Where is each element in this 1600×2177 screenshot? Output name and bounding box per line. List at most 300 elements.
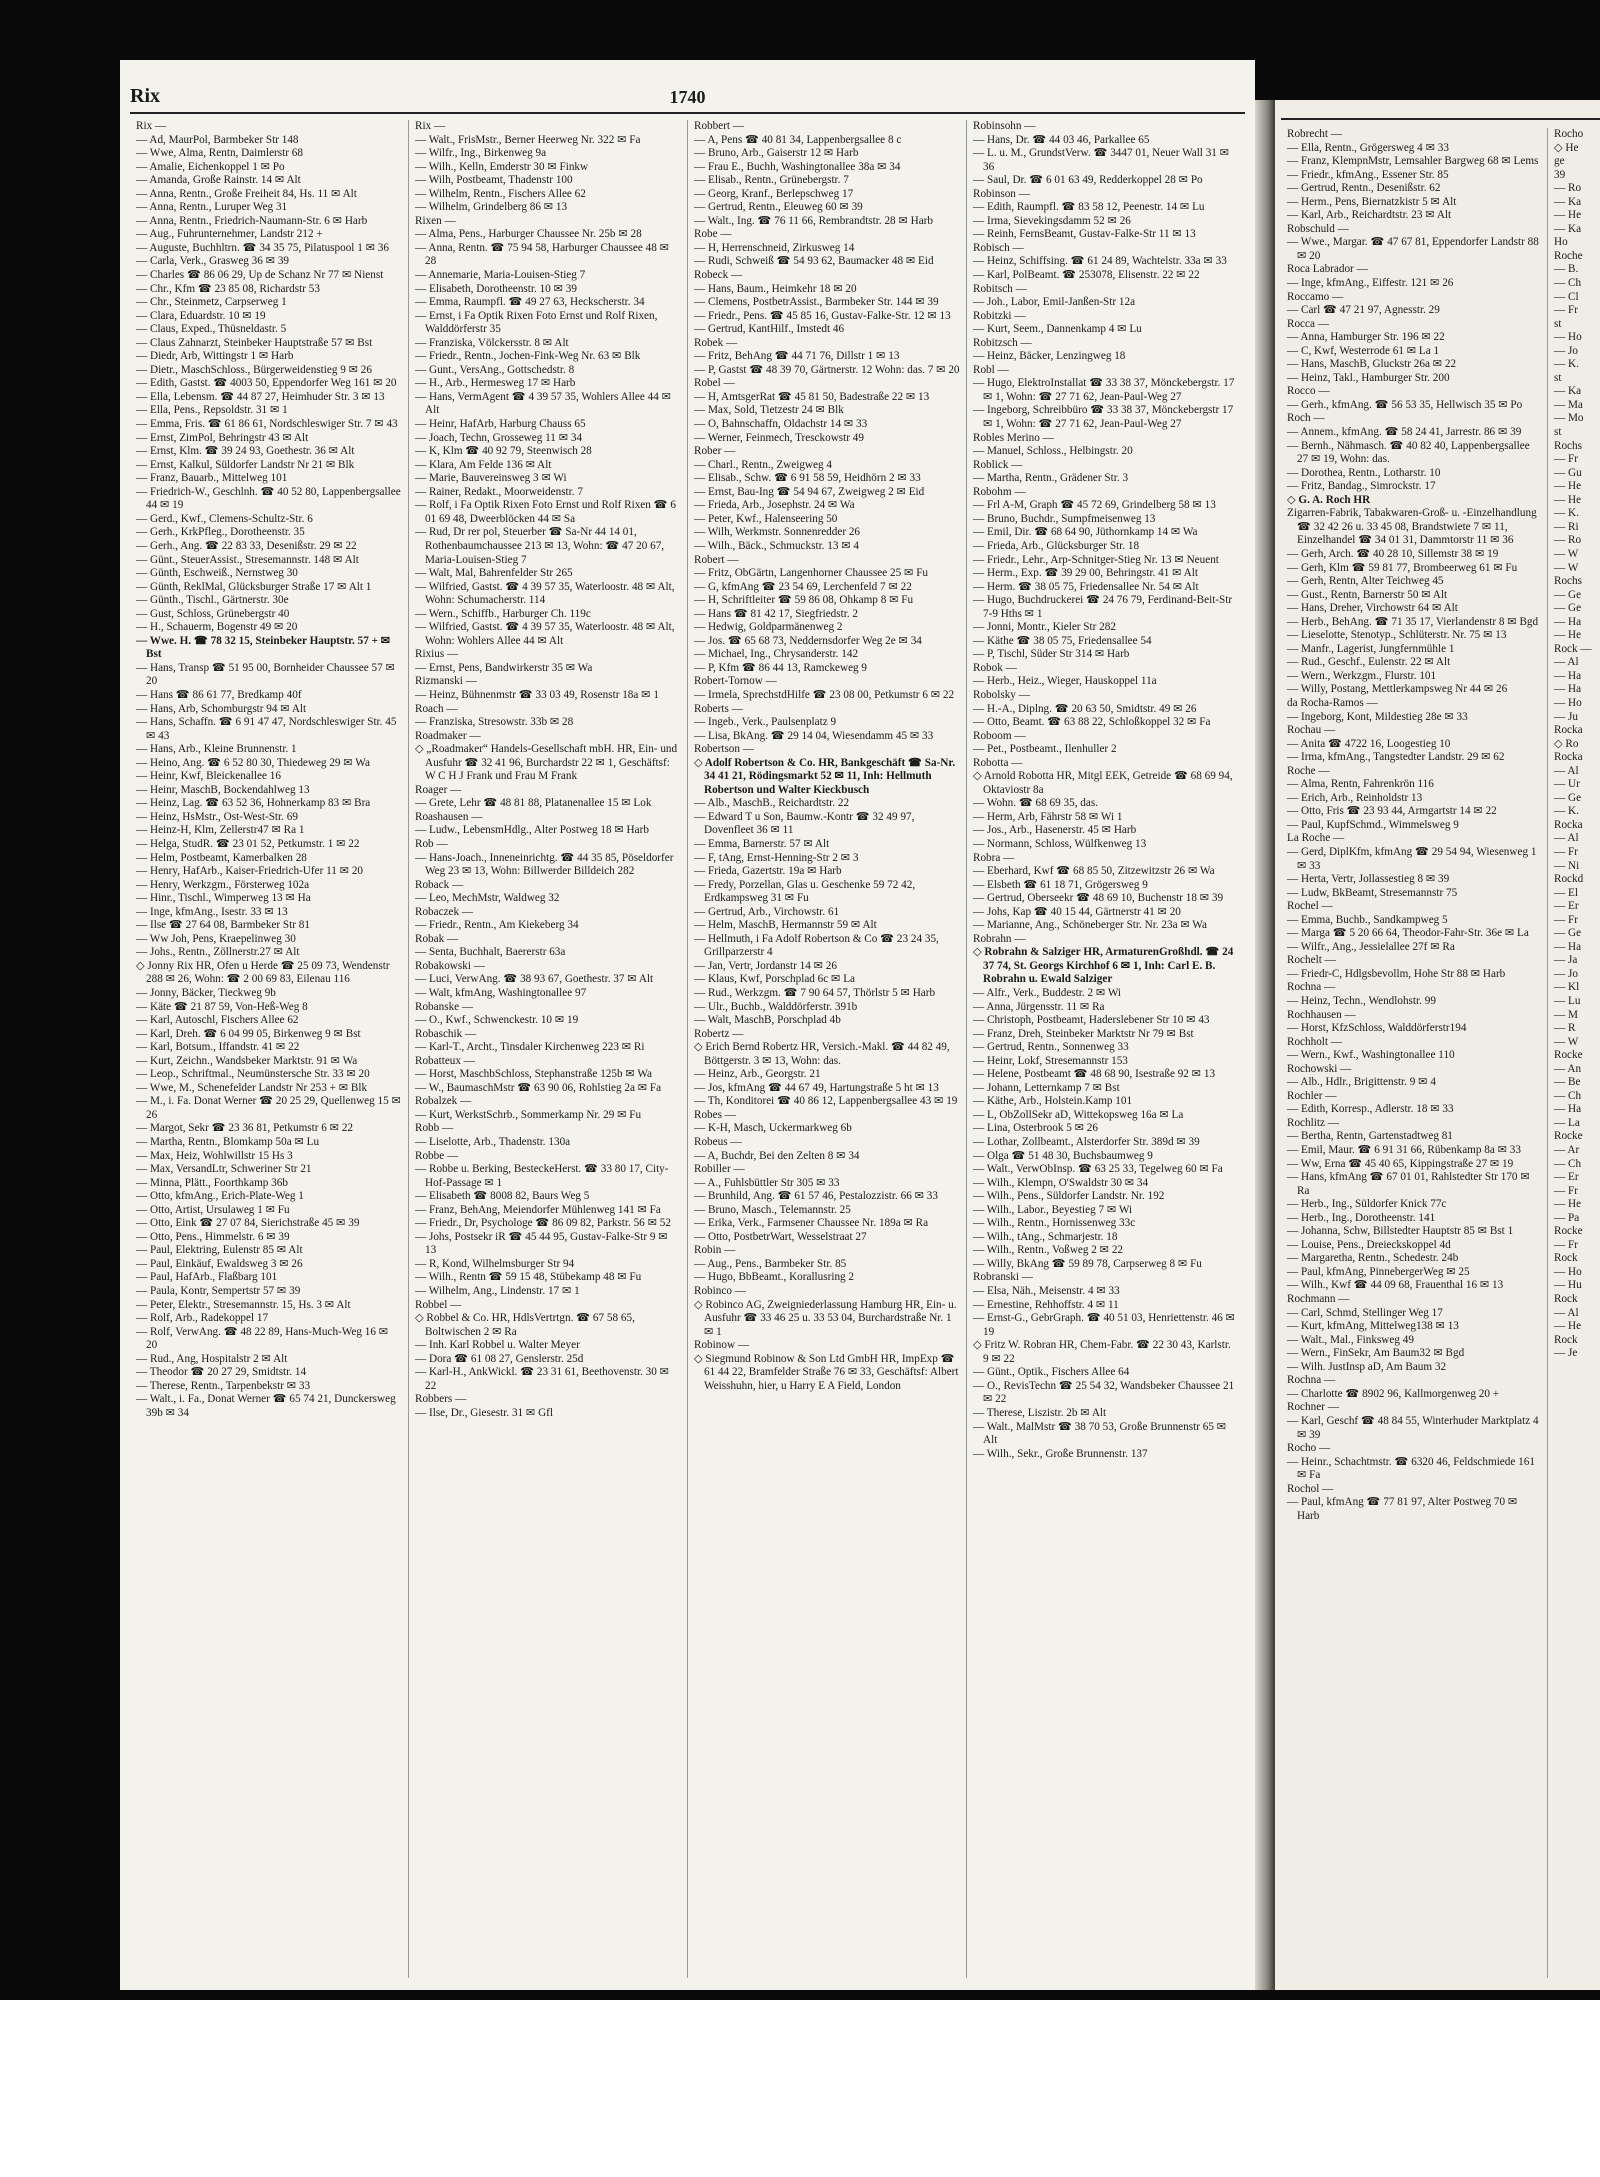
directory-entry: Rochs: [1554, 575, 1582, 588]
directory-entry: — Ingeborg, Kont, Mildestieg 28e ✉ 33: [1287, 710, 1468, 723]
directory-entry: — Edith, Raumpfl. ☎ 83 58 12, Peenestr. 14 ✉ Lu: [973, 201, 1205, 214]
directory-entry: — Luci, VerwAng. ☎ 38 93 67, Goethestr. 37 ✉ Alt: [415, 973, 654, 986]
directory-entry: — Heinr, MaschB, Bockendahlweg 13: [136, 783, 310, 796]
directory-entry: — Dorothea, Rentn., Lotharstr. 10: [1287, 466, 1441, 479]
directory-entry: — Gertrud, Oberseekr ☎ 48 69 10, Buchenstr 18 ✉ 39: [973, 892, 1224, 905]
directory-entry: — Inge, kfmAng., Isestr. 33 ✉ 13: [136, 905, 288, 918]
name-heading: Robisch —: [973, 241, 1024, 254]
directory-entry: ◇ He: [1554, 141, 1579, 154]
directory-entry: — Franz, KlempnMstr, Lemsahler Bargweg 68 ✉ Lems: [1287, 155, 1539, 168]
name-heading: Robolsky —: [973, 688, 1030, 701]
directory-entry: — Wilh., Labor., Beyestieg 7 ✉ Wi: [973, 1203, 1133, 1216]
directory-entry: — Heinz, Schiffsing. ☎ 61 24 89, Wachtelstr. 33a ✉ 33: [973, 255, 1227, 268]
directory-entry: — Käthe, Arb., Holstein.Kamp 101: [973, 1095, 1133, 1108]
directory-entry: ◇ Siegmund Robinow & Son Ltd GmbH HR, ImpExp ☎ 61 44 22, Bramfelder Straße 76 ✉ 33, Geschäftsf: Albert Weisshuhn, hier, u Harry E A Field, London: [694, 1352, 959, 1392]
name-heading: Robiller —: [694, 1163, 745, 1176]
directory-page-left: [120, 60, 1255, 1990]
directory-entry: — Irma, kfmAng., Tangstedter Landstr. 29 ✉ 62: [1287, 751, 1505, 764]
name-heading: Rob —: [415, 837, 448, 850]
directory-entry: — Wern., Kwf., Washingtonallee 110: [1287, 1049, 1455, 1062]
name-heading: Rixius —: [415, 648, 459, 661]
name-heading: Robbel —: [415, 1298, 462, 1311]
directory-entry: — Jo: [1554, 344, 1578, 357]
directory-entry: — Alma, Rentn, Fahrenkrön 116: [1287, 778, 1434, 791]
directory-entry: — Hinr., Tischl., Wimperweg 13 ✉ Ha: [136, 892, 311, 905]
directory-entry: — Herb., Heiz., Wieger, Hauskoppel 11a: [973, 675, 1157, 688]
directory-entry: — Hans, Transp ☎ 51 95 00, Bornheider Chaussee 57 ✉ 20: [136, 661, 395, 688]
directory-entry: — Edward T u Son, Baumw.-Kontr ☎ 32 49 97, Dovenfleet 36 ✉ 11: [694, 810, 915, 837]
directory-entry: — Gertrud, KantHilf., Imstedt 46: [694, 323, 845, 336]
directory-entry: — Je: [1554, 1347, 1578, 1360]
directory-entry: — Ella, Pens., Repsoldstr. 31 ✉ 1: [136, 404, 288, 417]
directory-entry: — Otto, Pens., Himmelstr. 6 ✉ 39: [136, 1230, 290, 1243]
directory-entry: — Ww, Erna ☎ 45 40 65, Kippingstraße 27 ✉ 19: [1287, 1157, 1514, 1170]
name-heading: Rizmanski —: [415, 675, 477, 688]
directory-entry: — Pet., Postbeamt., Ilenhuller 2: [973, 743, 1117, 756]
directory-entry: — Ho: [1554, 331, 1582, 344]
directory-entry: — Ur: [1554, 778, 1580, 791]
directory-entry: — Ilse ☎ 27 64 08, Barmbeker Str 81: [136, 919, 310, 932]
directory-entry: — Friedr., Lehr., Arp-Schnitger-Stieg Nr. 13 ✉ Neuent: [973, 553, 1219, 566]
directory-entry: — Saul, Dr. ☎ 6 01 63 49, Redderkoppel 28 ✉ Po: [973, 174, 1203, 187]
directory-entry: — Fr: [1554, 304, 1578, 317]
directory-entry: — Joh., Labor, Emil-Janßen-Str 12a: [973, 296, 1136, 309]
directory-entry: — Gunt., VersAng., Gottschedstr. 8: [415, 363, 575, 376]
directory-entry: — Ro: [1554, 182, 1582, 195]
directory-entry: — Wilh., Rentn., Hornissenweg 33c: [973, 1217, 1136, 1230]
directory-entry: — Karl-T., Archt., Tinsdaler Kirchenweg 223 ✉ Ri: [415, 1041, 645, 1054]
name-heading: Robinsohn —: [973, 120, 1036, 132]
directory-entry: — Fr: [1554, 453, 1578, 466]
name-heading: Robeck —: [694, 269, 743, 282]
directory-entry: — Inge, kfmAng., Eiffestr. 121 ✉ 26: [1287, 277, 1454, 290]
directory-entry: — Michael, Ing., Chrysanderstr. 142: [694, 648, 859, 661]
directory-entry: — Gerd, DiplKfm, kfmAng ☎ 29 54 94, Wiesenweg 1 ✉ 33: [1287, 845, 1537, 872]
directory-entry: — Rud, Dr rer pol, Steuerber ☎ Sa-Nr 44 14 01, Rothenbaumchaussee 213 ✉ 13, Wohn: ☎ 47 20 67, Maria-Louisen-Stieg 7: [415, 526, 665, 566]
name-heading: Robertson —: [694, 743, 754, 756]
directory-entry: — Elisab., Rentn., Grünebergstr. 7: [694, 174, 849, 187]
directory-entry: — Ad, MaurPol, Barmbeker Str 148: [136, 133, 299, 146]
directory-entry: — Emma, Fris. ☎ 61 86 61, Nordschleswiger Str. 7 ✉ 43: [136, 418, 398, 431]
name-heading: Robek —: [694, 336, 738, 349]
directory-entry: Rock —: [1554, 642, 1592, 655]
directory-entry: — Ludw., LebensmHdlg., Alter Postweg 18 ✉ Harb: [415, 824, 649, 837]
directory-entry: — H., Schauerm, Bogenstr 49 ✉ 20: [136, 621, 298, 634]
directory-entry: — H, Schriftleiter ☎ 59 86 08, Ohkamp 8 ✉ Fu: [694, 594, 914, 607]
directory-entry: — Klara, Am Felde 136 ✉ Alt: [415, 458, 552, 471]
directory-entry: — Walt, kfmAng, Washingtonallee 97: [415, 987, 587, 999]
directory-entry: — Günth, ReklMal, Glücksburger Straße 17 ✉ Alt 1: [136, 580, 372, 593]
directory-entry: — Helm, MaschB, Hermannstr 59 ✉ Alt: [694, 919, 877, 932]
name-heading: da Rocha-Ramos —: [1287, 696, 1378, 709]
directory-entry: — Heinr, Lokf, Stresemannstr 153: [973, 1054, 1128, 1067]
directory-entry: — Hans ☎ 86 61 77, Bredkamp 40f: [136, 688, 302, 701]
directory-entry: — Günth., Tischl., Gärtnerstr. 30e: [136, 594, 289, 607]
directory-entry: — Ernst, Kalkul, Süldorfer Landstr Nr 21 ✉ Blk: [136, 458, 355, 471]
name-heading: Robranski —: [973, 1271, 1033, 1284]
name-heading: Robitzki —: [973, 309, 1026, 322]
directory-entry: — Alb., Hdlr., Brigittenstr. 9 ✉ 4: [1287, 1076, 1436, 1089]
directory-entry: — Karl, Arb., Reichardtstr. 23 ✉ Alt: [1287, 209, 1452, 222]
directory-entry: — H.-A., Diplng. ☎ 20 63 50, Smidtstr. 49 ✉ 26: [973, 702, 1197, 715]
directory-entry: — Otto, kfmAng., Erich-Plate-Weg 1: [136, 1190, 304, 1203]
directory-entry: — Jo: [1554, 967, 1578, 980]
directory-entry: — Wwe, M., Schenefelder Landstr Nr 253 + ✉ Blk: [136, 1081, 368, 1094]
directory-entry: — Lisa, BkAng. ☎ 29 14 04, Wiesendamm 45 ✉ 33: [694, 729, 934, 742]
directory-entry: ◇ Adolf Robertson & Co. HR, Bankgeschäft ☎ Sa-Nr. 34 41 21, Rödingsmarkt 52 ✉ 11, Inh: Hellmuth Robertson und Walter Kieckbusch: [694, 756, 956, 796]
name-heading: Robes —: [694, 1108, 736, 1121]
directory-entry: — Wwe., Margar. ☎ 47 67 81, Eppendorfer Landstr 88 ✉ 20: [1287, 236, 1539, 262]
directory-entry: — Mo: [1554, 412, 1584, 425]
directory-entry: — G, kfmAng ☎ 23 54 69, Lerchenfeld 7 ✉ 22: [694, 580, 912, 593]
directory-entry: — Friedr., Rentn., Jochen-Fink-Weg Nr. 63 ✉ Blk: [415, 350, 641, 363]
name-heading: Rochlitz —: [1287, 1116, 1339, 1129]
directory-entry: — Leop., Schriftmal., Neumünstersche Str. 33 ✉ 20: [136, 1068, 370, 1081]
directory-entry: — Rolf, VerwAng. ☎ 48 22 89, Hans-Much-Weg 16 ✉ 20: [136, 1325, 389, 1352]
directory-entry: Rocka: [1554, 818, 1583, 831]
directory-entry: — Fr: [1554, 1184, 1578, 1197]
name-heading: Roch —: [1287, 412, 1325, 425]
directory-entry: — Gerh., Ang. ☎ 22 83 33, Desenißstr. 29 ✉ 22: [136, 539, 357, 552]
directory-entry: — Jonny, Bäcker, Tieckweg 9b: [136, 987, 276, 999]
directory-entry: — Henry, Werkzgm., Försterweg 102a: [136, 878, 310, 891]
column-2: [409, 120, 688, 1978]
directory-entry: — Amanda, Große Rainstr. 14 ✉ Alt: [136, 174, 301, 187]
directory-entry: — Er: [1554, 900, 1579, 913]
directory-entry: — Ju: [1554, 710, 1578, 723]
directory-entry: — Robbe u. Berking, BesteckeHerst. ☎ 33 80 17, City-Hof-Passage ✉ 1: [415, 1163, 669, 1189]
directory-entry: — Joach, Techn, Grosseweg 11 ✉ 34: [415, 431, 583, 444]
directory-entry: — Helene, Postbeamt ☎ 48 68 90, Isestraße 92 ✉ 13: [973, 1068, 1216, 1081]
directory-entry: — Frau E., Buchh, Washingtonallee 38a ✉ 34: [694, 160, 901, 173]
directory-entry: — Wilh., Klempn, O'Swaldstr 30 ✉ 34: [973, 1176, 1149, 1189]
directory-entry: — Hans, MaschB, Gluckstr 26a ✉ 22: [1287, 358, 1457, 371]
directory-entry: — Herb., Ing., Süldorfer Knick 77c: [1287, 1198, 1447, 1211]
directory-entry: — Marie, Bauvereinsweg 3 ✉ Wi: [415, 472, 567, 485]
directory-entry: — Käthe ☎ 38 05 75, Friedensallee 54: [973, 634, 1152, 647]
directory-entry: — Christoph, Postbeamt, Haderslebener Str 10 ✉ 43: [973, 1014, 1210, 1027]
directory-entry: — Emma, Barnerstr. 57 ✉ Alt: [694, 837, 830, 850]
directory-entry: — Chr., Steinmetz, Carpserweg 1: [136, 296, 287, 309]
directory-entry: — Irma, Sievekingsdamm 52 ✉ 26: [973, 214, 1131, 227]
name-heading: Rochler —: [1287, 1089, 1337, 1102]
page-header: [130, 68, 1245, 114]
directory-entry: — Wilhelm, Grindelberg 86 ✉ 13: [415, 201, 568, 214]
directory-entry: — Minna, Plätt., Foorthkamp 36b: [136, 1176, 288, 1189]
name-heading: Robalzek —: [415, 1095, 472, 1108]
directory-entry: — Hans, kfmAng ☎ 67 01 01, Rahlstedter Str 170 ✉ Ra: [1287, 1171, 1530, 1197]
directory-entry: — Hugo, Buchdruckerei ☎ 24 76 79, Ferdinand-Beit-Str 7-9 Hths ✉ 1: [973, 594, 1233, 620]
directory-entry: — Friedr., Dr, Psychologe ☎ 86 09 82, Parkstr. 56 ✉ 52: [415, 1217, 671, 1230]
name-heading: Robrecht —: [1287, 128, 1342, 140]
directory-entry: — Franz, Dreh, Steinbeker Marktstr Nr 79 ✉ Bst: [973, 1027, 1194, 1040]
directory-entry: — Walt., i. Fa., Donat Werner ☎ 65 74 21, Dunckersweg 39b ✉ 34: [136, 1393, 396, 1419]
directory-entry: — Hellmuth, i Fa Adolf Robertson & Co ☎ 23 24 35, Grillparzerstr 4: [694, 932, 939, 959]
directory-entry: Rocke: [1554, 1049, 1583, 1062]
directory-entry: — Therese, Liszistr. 2b ✉ Alt: [973, 1406, 1107, 1419]
directory-entry: — Hans, Arb., Kleine Brunnenstr. 1: [136, 743, 297, 756]
directory-entry: — Rolf, i Fa Optik Rixen Foto Ernst und Rolf Rixen ☎ 6 01 69 48, Dweerblöcken 44 ✉ Sa: [415, 499, 676, 525]
directory-entry: — Leo, MechMstr, Waldweg 32: [415, 892, 560, 905]
right-columns-container: [1281, 128, 1600, 1978]
name-heading: Robles Merino —: [973, 431, 1054, 444]
directory-entry: — R, Kond, Wilhelmsburger Str 94: [415, 1257, 575, 1270]
directory-entry: — Hu: [1554, 1279, 1582, 1292]
directory-entry: — Franziska, Stresowstr. 33b ✉ 28: [415, 716, 574, 729]
directory-entry: ◇ Robrahn & Salziger HR, ArmaturenGroßhdl. ☎ 24 37 74, St. Georgs Kirchhof 6 ✉ 1, Inh: Carl E. B. Robrahn u. Ewald Salziger: [973, 946, 1234, 986]
directory-entry: — K.: [1554, 507, 1579, 520]
name-heading: Robaschik —: [415, 1027, 477, 1040]
directory-entry: — Paul, HafArb., Flaßbarg 101: [136, 1271, 278, 1284]
directory-entry: — Wilh., Rentn., Voßweg 2 ✉ 22: [973, 1244, 1124, 1257]
name-heading: Rochowski —: [1287, 1062, 1352, 1075]
directory-entry: — Karl-H., AnkWickl. ☎ 23 31 61, Beethovenstr. 30 ✉ 22: [415, 1366, 670, 1392]
name-heading: Robotta —: [973, 756, 1023, 769]
directory-entry: — Frieda, Arb., Glücksburger Str. 18: [973, 539, 1140, 552]
directory-entry: — Theodor ☎ 20 27 29, Smidtstr. 14: [136, 1366, 307, 1379]
directory-entry: — Gerh., KrkPfleg., Dorotheenstr. 35: [136, 526, 305, 539]
directory-entry: — W: [1554, 547, 1579, 560]
directory-entry: — Hedwig, Goldparmänenweg 2: [694, 621, 843, 634]
directory-entry: — Anita ☎ 4722 16, Loogestieg 10: [1287, 737, 1451, 750]
directory-entry: — Franz, Bauarb., Mittelweg 101: [136, 472, 288, 485]
name-heading: Robel —: [694, 377, 735, 390]
name-heading: Rochna —: [1287, 981, 1336, 994]
directory-entry: — Martha, Rentn., Blomkamp 50a ✉ Lu: [136, 1136, 320, 1149]
directory-entry: — Normann, Schloss, Wülfkenweg 13: [973, 837, 1147, 850]
directory-entry: — Wern., FinSekr, Am Baum32 ✉ Bgd: [1287, 1347, 1465, 1360]
name-heading: Roccamo —: [1287, 290, 1344, 303]
name-heading: Robinco —: [694, 1285, 746, 1298]
directory-entry: ◇ Robinco AG, Zweigniederlassung Hamburg HR, Ein- u. Ausfuhr ☎ 33 46 25 u. 33 53 04, Burchardstraße Nr. 1 ✉ 1: [694, 1298, 957, 1338]
directory-entry: — Lothar, Zollbeamt., Alsterdorfer Str. 389d ✉ 39: [973, 1136, 1200, 1149]
directory-entry: — Frieda, Gazertstr. 19a ✉ Harb: [694, 865, 842, 878]
name-heading: Rocco —: [1287, 385, 1330, 398]
directory-entry: Rocka: [1554, 724, 1583, 737]
directory-entry: — Ww Joh, Pens, Kraepelinweg 30: [136, 932, 296, 945]
directory-entry: — K, Klm ☎ 40 92 79, Steenwisch 28: [415, 445, 592, 458]
directory-entry: — Paul, kfmAng, PinnebergerWeg ✉ 25: [1287, 1265, 1470, 1278]
directory-entry: — Rudi, Schweiß ☎ 54 93 62, Baumacker 48 ✉ Eid: [694, 255, 934, 268]
directory-entry: — Herb., Ing., Dorotheenstr. 141: [1287, 1211, 1436, 1224]
directory-entry: — Karl, Botsum., Iffandstr. 41 ✉ 22: [136, 1041, 300, 1054]
directory-entry: — Heinz, Techn., Wendlohstr. 99: [1287, 995, 1436, 1007]
directory-entry: — Henry, HafArb., Kaiser-Friedrich-Ufer 11 ✉ 20: [136, 865, 364, 878]
directory-entry: — Friedr-C, Hdlgsbevollm, Hohe Str 88 ✉ Harb: [1287, 967, 1506, 980]
directory-entry: — Heinz, Lag. ☎ 63 52 36, Hohnerkamp 83 ✉ Bra: [136, 797, 371, 810]
directory-entry: — Wilh, Postbeamt, Thadenstr 100: [415, 174, 573, 187]
directory-entry: — Bruno, Arb., Gaiserstr 12 ✉ Harb: [694, 147, 859, 160]
name-heading: Robertz —: [694, 1027, 744, 1040]
directory-entry: — Charl., Rentn., Zweigweg 4: [694, 458, 832, 471]
directory-entry: 39: [1554, 168, 1566, 181]
directory-entry: — Heinz, Bäcker, Lenzingweg 18: [973, 350, 1126, 363]
directory-entry: — Wilfried, Gastst. ☎ 4 39 57 35, Waterloostr. 48 ✉ Alt, Wohn: Schumacherstr. 114: [415, 580, 675, 607]
directory-entry: — Wilh. JustInsp aD, Am Baum 32: [1287, 1360, 1447, 1373]
directory-entry: — Gerh, Klm ☎ 59 81 77, Brombeerweg 61 ✉ Fu: [1287, 561, 1518, 574]
directory-entry: ◇ G. A. Roch HR: [1287, 493, 1371, 506]
directory-entry: — Heinz, Bühnenmstr ☎ 33 03 49, Rosenstr 18a ✉ 1: [415, 688, 659, 701]
directory-entry: — Karl, Geschf ☎ 48 84 55, Winterhuder Marktplatz 4 ✉ 39: [1287, 1414, 1539, 1441]
directory-entry: — Ja: [1554, 954, 1578, 967]
directory-entry: — Olga ☎ 51 48 30, Buchsbaumweg 9: [973, 1149, 1153, 1162]
directory-entry: — Marianne, Ang., Schöneberger Str. Nr. 23a ✉ Wa: [973, 919, 1207, 932]
directory-entry: — Ro: [1554, 534, 1582, 547]
directory-entry: — Edith, Gastst. ☎ 4003 50, Eppendorfer Weg 161 ✉ 20: [136, 377, 397, 390]
directory-entry: — A., Fuhlsbüttler Str 305 ✉ 33: [694, 1176, 840, 1189]
name-heading: Rix —: [136, 120, 167, 132]
directory-entry: — Alma, Pens., Harburger Chaussee Nr. 25b ✉ 28: [415, 228, 642, 241]
name-heading: Robeus —: [694, 1136, 742, 1149]
directory-entry: — Otto, PostbetrWart, Wesselstraat 27: [694, 1230, 867, 1243]
directory-entry: — Otto, Artist, Ursulaweg 1 ✉ Fu: [136, 1203, 290, 1216]
directory-entry: — Charles ☎ 86 06 29, Up de Schanz Nr 77 ✉ Nienst: [136, 269, 384, 282]
name-heading: Robitsch —: [973, 282, 1027, 295]
directory-entry: — Al: [1554, 1306, 1579, 1319]
name-heading: Robert —: [694, 553, 739, 566]
directory-entry: — K.: [1554, 358, 1579, 371]
column-1: [130, 120, 409, 1978]
directory-entry: — Günt., Optik., Fischers Allee 64: [973, 1366, 1130, 1379]
directory-entry: st: [1554, 317, 1562, 330]
name-heading: Robb —: [415, 1122, 454, 1135]
directory-entry: — Gertrud, Rentn., Sonnenweg 33: [973, 1041, 1129, 1054]
directory-entry: — Emma, Raumpfl. ☎ 49 27 63, Heckscherstr. 34: [415, 296, 645, 309]
directory-entry: Ho: [1554, 236, 1568, 249]
name-heading: Rochmann —: [1287, 1293, 1350, 1306]
directory-entry: ◇ „Roadmaker“ Handels-Gesellschaft mbH. HR, Ein- und Ausfuhr ☎ 32 41 96, Burchardstr 22 ✉ 1, Geschäftsf: W C H J Frank und Frau M Frank: [415, 743, 678, 783]
directory-entry: — Er: [1554, 1171, 1579, 1184]
directory-entry: — Karl, Autoschl, Fischers Allee 62: [136, 1014, 299, 1027]
directory-entry: — Wilh., Bäck., Schmuckstr. 13 ✉ 4: [694, 539, 860, 552]
name-heading: Roback —: [415, 878, 464, 891]
directory-entry: — Gust, Schloss, Grünebergstr 40: [136, 607, 290, 620]
directory-entry: — Ge: [1554, 927, 1582, 940]
directory-entry: — F, tAng, Ernst-Henning-Str 2 ✉ 3: [694, 851, 859, 864]
directory-entry: — P, Tischl, Süder Str 314 ✉ Harb: [973, 648, 1130, 661]
page-number: 1740: [669, 87, 706, 107]
directory-entry: — Emma, Buchb., Sandkampweg 5: [1287, 913, 1448, 926]
directory-entry: — Senta, Buchhalt, Baererstr 63a: [415, 946, 566, 959]
name-heading: Robbe —: [415, 1149, 459, 1162]
directory-entry: — Ch: [1554, 1089, 1582, 1102]
directory-entry: — Irmela, SprechstdHilfe ☎ 23 08 00, Petkumstr 6 ✉ 22: [694, 688, 955, 701]
directory-entry: — Gertrud, Rentn., Eleuweg 60 ✉ 39: [694, 201, 863, 214]
directory-entry: — Ernst, Pens, Bandwirkerstr 35 ✉ Wa: [415, 661, 593, 674]
directory-entry: — Walt., Mal., Finksweg 49: [1287, 1333, 1414, 1346]
directory-entry: — Al: [1554, 764, 1579, 777]
directory-entry: — Ella, Rentn., Grögersweg 4 ✉ 33: [1287, 141, 1449, 154]
directory-entry: — Walt., MalMstr ☎ 38 70 53, Große Brunnenstr 65 ✉ Alt: [973, 1420, 1227, 1447]
directory-entry: — Heinz-H, Klm, Zellerstr47 ✉ Ra 1: [136, 824, 305, 837]
directory-entry: — Ernst, Klm. ☎ 39 24 93, Goethestr. 36 ✉ Alt: [136, 445, 355, 458]
directory-entry: — Erika, Verk., Farmsener Chaussee Nr. 189a ✉ Ra: [694, 1217, 929, 1230]
directory-entry: ◇ Jonny Rix HR, Ofen u Herde ☎ 25 09 73, Wendenstr 288 ✉ 26, Wohn: ☎ 2 00 69 83, Eilenau 116: [136, 959, 390, 986]
directory-entry: — Fredy, Porzellan, Glas u. Geschenke 59 72 42, Erdkampsweg 31 ✉ Fu: [694, 878, 916, 905]
directory-entry: — Karl, Dreh. ☎ 6 04 99 05, Birkenweg 9 ✉ Bst: [136, 1027, 361, 1040]
directory-entry: — Hans, Dr. ☎ 44 03 46, Parkallee 65: [973, 133, 1150, 146]
directory-entry: — Gertrud, Rentn., Deseniß​str. 62: [1287, 182, 1441, 195]
directory-entry: — Pa: [1554, 1211, 1580, 1224]
directory-entry: — Gerh., kfmAng. ☎ 56 53 35, Hellwisch 35 ✉ Po: [1287, 398, 1523, 411]
directory-entry: ◇ Fritz W. Robran HR, Chem-Fabr. ☎ 22 30 43, Karlstr. 9 ✉ 22: [973, 1339, 1231, 1365]
directory-entry: — Ar: [1554, 1144, 1580, 1157]
directory-entry: — Wilfried, Gastst. ☎ 4 39 57 35, Waterloostr. 48 ✉ Alt, Wohn: Wohlers Allee 44 ✉ Alt: [415, 621, 675, 647]
directory-entry: — Gerd., Kwf., Clemens-Schultz-Str. 6: [136, 512, 313, 525]
directory-entry: — Georg, Kranf., Berlepschweg 17: [694, 187, 854, 200]
name-heading: Roblick —: [973, 458, 1023, 471]
name-heading: Roadmaker —: [415, 729, 481, 742]
directory-entry: — Anna, Rentn., Große Freiheit 84, Hs. 11 ✉ Alt: [136, 187, 357, 200]
directory-entry: — Horst, KfzSchloss, Walddörferstr194: [1287, 1022, 1467, 1035]
directory-entry: — Ch: [1554, 1157, 1582, 1170]
directory-entry: — K-H, Masch, Uckermarkweg 6b: [694, 1122, 852, 1135]
name-heading: Rix —: [415, 120, 446, 132]
directory-entry: — Carl, Schmd, Stellinger Weg 17: [1287, 1306, 1443, 1319]
directory-entry: — Ha: [1554, 615, 1582, 628]
directory-entry: — Max, Heiz, Wohlwillstr 15 Hs 3: [136, 1149, 293, 1162]
directory-entry: — Johs., Rentn., Zöllnerstr.27 ✉ Alt: [136, 946, 300, 959]
directory-entry: — Ho: [1554, 696, 1582, 709]
page-header-rule: [1281, 112, 1600, 120]
directory-entry: — Manfr., Lagerist, Jungfernmühle 1: [1287, 642, 1455, 655]
directory-entry: — Clara, Eduardstr. 10 ✉ 19: [136, 309, 266, 322]
directory-entry: — Al: [1554, 656, 1579, 669]
directory-entry: — Paul, Elektring, Eulenstr 85 ✉ Alt: [136, 1244, 303, 1257]
directory-entry: — Ge: [1554, 602, 1582, 615]
directory-entry: — Heino, Ang. ☎ 6 52 80 30, Thiedeweg 29 ✉ Wa: [136, 756, 370, 769]
directory-entry: — Liselotte, Arb., Thadenstr. 130a: [415, 1136, 571, 1149]
directory-entry: — Wilh., tAng., Schmarjestr. 18: [973, 1230, 1118, 1243]
columns-container: [130, 120, 1245, 1978]
directory-entry: — Erich, Arb., Reinholdstr 13: [1287, 791, 1423, 804]
directory-entry: — Al: [1554, 832, 1579, 845]
directory-entry: — Ri: [1554, 520, 1579, 533]
directory-entry: — Fritz, ObGärtn, Langenhorner Chaussee 25 ✉ Fu: [694, 567, 929, 580]
directory-entry: — Rud., Werkzgm. ☎ 7 90 64 57, Thörlstr 5 ✉ Harb: [694, 987, 936, 999]
directory-entry: — An: [1554, 1062, 1582, 1075]
directory-entry: — Hans, Baum., Heimkehr 18 ✉ 20: [694, 282, 857, 295]
directory-entry: — Elsa, Näh., Meisenstr. 4 ✉ 33: [973, 1285, 1120, 1298]
directory-entry: — Jos, kfmAng ☎ 44 67 49, Hartungstraße 5 ht ✉ 13: [694, 1081, 939, 1094]
directory-entry: Rock: [1554, 1333, 1578, 1346]
directory-entry: — Margaretha, Rentn., Schedestr. 24b: [1287, 1252, 1459, 1265]
directory-entry: Rocke: [1554, 1225, 1583, 1238]
directory-entry: — Annem., kfmAng. ☎ 58 24 41, Jarrestr. 86 ✉ 39: [1287, 426, 1522, 439]
directory-entry: — Herm., Exp. ☎ 39 29 00, Behringstr. 41 ✉ Alt: [973, 567, 1198, 580]
directory-entry: — Ernst, i Fa Optik Rixen Foto Ernst und Rolf Rixen, Walddörferstr 35: [415, 309, 658, 336]
name-heading: Roashausen —: [415, 810, 483, 823]
directory-entry: — Gertrud, Arb., Virchowstr. 61: [694, 905, 840, 918]
directory-entry: — Walt., FrisMstr., Berner Heerweg Nr. 322 ✉ Fa: [415, 133, 641, 146]
directory-entry: — Hans, VermAgent ☎ 4 39 57 35, Wohlers Allee 44 ✉ Alt: [415, 390, 671, 417]
directory-entry: — Ge: [1554, 791, 1582, 804]
directory-entry: — Paul, KupfSchmd., Wimmelsweg 9: [1287, 818, 1459, 831]
directory-entry: — Jos. ☎ 65 68 73, Neddernsdorfer Weg 2e ✉ 34: [694, 634, 922, 647]
directory-entry: ge: [1554, 155, 1565, 168]
directory-entry: — K.: [1554, 805, 1579, 818]
directory-entry: — Anna, Hamburger Str. 196 ✉ 22: [1287, 331, 1445, 344]
directory-entry: — Johann, Letternkamp 7 ✉ Bst: [973, 1081, 1120, 1094]
directory-entry: — Wilfr., Ing., Birkenweg 9a: [415, 147, 547, 160]
directory-entry: — Wilh., Sekr., Große Brunnenstr. 137: [973, 1447, 1148, 1460]
directory-entry: — Aug., Fuhrunternehmer, Landstr 212 +: [136, 228, 323, 241]
directory-entry: — Anna, Rentn., Luruper Weg 31: [136, 201, 288, 214]
name-heading: Robl —: [973, 363, 1009, 376]
directory-entry: — He: [1554, 480, 1582, 493]
name-heading: Robinow —: [694, 1339, 750, 1352]
directory-entry: — Elsbeth ☎ 61 18 71, Grögersweg 9: [973, 878, 1148, 891]
